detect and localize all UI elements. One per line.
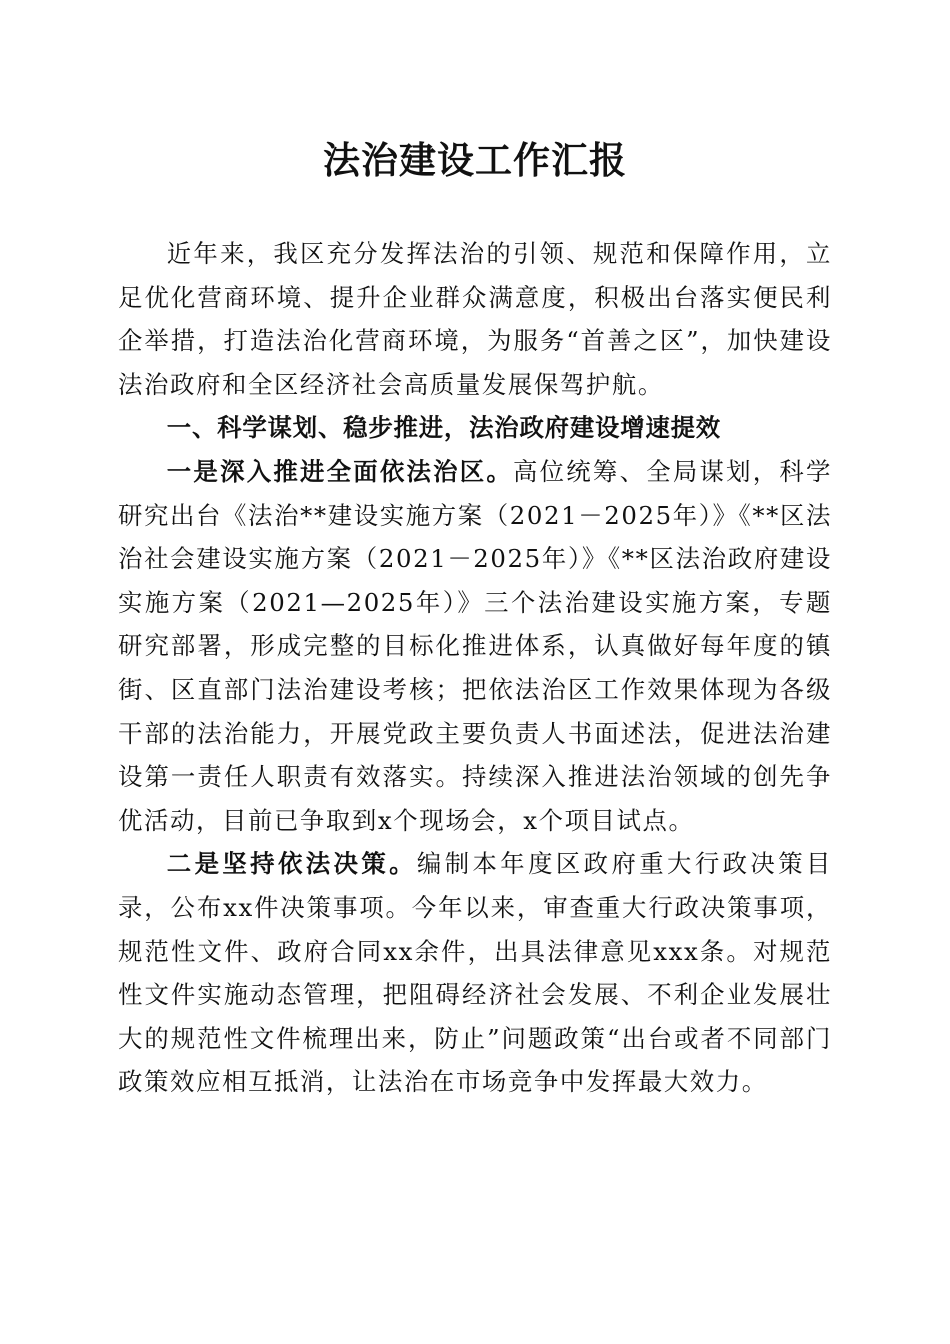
paragraph-2-lead: 二是坚持依法决策。 xyxy=(166,849,417,879)
paragraph-2 xyxy=(118,842,832,1104)
paragraph-1-lead: 一是深入推进全面依法治区。 xyxy=(166,456,514,486)
paragraph-2-text: 编制本年度区政府重大行政决策目录，公布xx件决策事项。今年以来，审查重大行政决策事项，规范性文件、政府合同xx余件，出具法律意见xxx条。对规范性文件实施动态管理，把阻碍经济社会发展、不利企业发展壮大的规范性文件梳理出来，防止”问题政策“出台或者不同部门政策效应相互抵消，让法治在市场竞争中发挥最大效力。 xyxy=(118,849,832,1097)
paragraph-1 xyxy=(118,450,832,842)
document-body xyxy=(118,232,832,1104)
paragraph-1-text: 高位统筹、全局谋划，科学研究出台《法治**建设实施方案（2021－2025年）》《**区法治社会建设实施方案（2021－2025年）》《**区法治政府建设实施方案（2021—2025年）》三个法治建设实施方案，专题研究部署，形成完整的目标化推进体系，认真做好每年度的镇街、区直部门法治建设考核；把依法治区工作效果体现为各级干部的法治能力，开展党政主要负责人书面述法，促进法治建设第一责任人职责有效落实。持续深入推进法治领域的创先争优活动，目前已争取到x个现场会，x个项目试点。 xyxy=(118,456,832,835)
section-heading-1: 一、科学谋划、稳步推进，法治政府建设增速提效 xyxy=(166,413,721,443)
document-title: 法治建设工作汇报 xyxy=(323,138,627,182)
intro-paragraph: 近年来，我区充分发挥法治的引领、规范和保障作用，立足优化营商环境、提升企业群众满意度，积极出台落实便民利企举措，打造法治化营商环境，为服务“首善之区”，加快建设法治政府和全区经济社会高质量发展保驾护航。 xyxy=(118,239,832,399)
